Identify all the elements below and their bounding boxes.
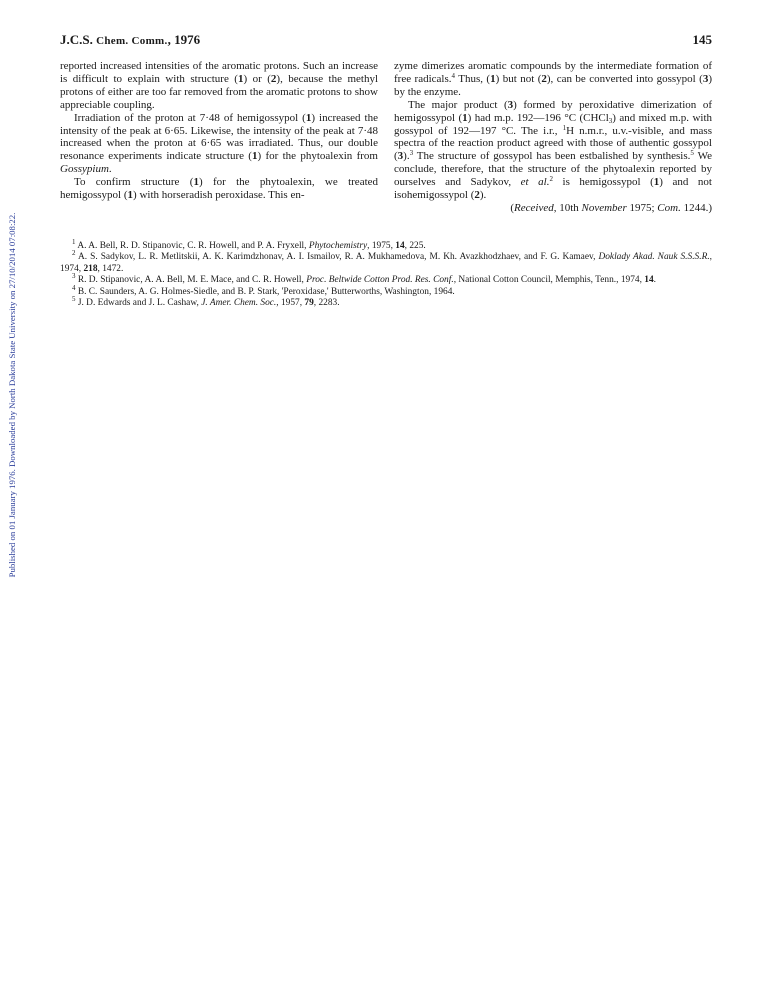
download-notice-text: Published on 01 January 1976. Downloaded by North Dakota State University on 27/10/2014 07:08:22. (7, 212, 17, 578)
paragraph: zyme dimerizes aromatic compounds by the intermediate formation of free radicals.$^4$ Thus, (1) but not (2), can be converted into gossypol (3) by the enzyme. (394, 60, 712, 98)
paragraph: The major product (3) formed by peroxidative dimerization of hemigossypol (1) had m.p. 192—196 °C (CHCl$_3$) and mixed m.p. with gossypol of 192—197 °C. The i.r., $^1$H n.m.r., u.v.-visible, and mass spectra of the reaction product agreed with those of authentic gossypol (3).$^3$ The structure of gossypol has been estbalished by synthesis.$^5$ We conclude, therefore, that the structure of the phytoalexin reported by ourselves and Sadykov, et al.$^2$ is hemigossypol (1) and not isohemigossypol (2). (394, 98, 713, 202)
paragraph: reported increased intensities of the aromatic protons. Such an increase is difficult to explain with structure (1) or (2), because the methyl protons of either are too far removed from the aromatic protons to show appreciable coupling. (60, 60, 378, 111)
paragraph: Irradiation of the proton at 7·48 of hemigossypol (1) increased the intensity of the peak at 6·65. Likewise, the intensity of the peak at 7·48 increased when the proton at 6·65 was irradiated. Thus, our double resonance experiments indicate structure (1) for the phytoalexin from Gossypium. (60, 111, 378, 176)
right-column (394, 60, 712, 215)
reference-item: $^1$ A. A. Bell, R. D. Stipanovic, C. R. Howell, and P. A. Fryxell, Phytochemistry, 1975, 14, 225. (72, 238, 426, 251)
journal-running-head: J.C.S. Chem. Comm., 1976 (60, 32, 201, 47)
left-column (60, 60, 378, 202)
reference-item: $^5$ J. D. Edwards and J. L. Cashaw, J. Amer. Chem. Soc., 1957, 79, 2283. (72, 295, 340, 309)
references-list (60, 238, 713, 309)
page-number: 145 (692, 32, 712, 47)
reference-item: $^2$ A. S. Sadykov, L. R. Metlitskii, A. K. Karimdzhonav, A. I. Ismailov, R. A. Mukhamedova, M. Kh. Avazkhodzhaev, and F. G. Kamaev, Doklady Akad. Nauk S.S.S.R., 1974, 218, 1472. (60, 249, 713, 274)
page-header (60, 32, 712, 50)
reference-item: $^4$ B. C. Saunders, A. G. Holmes-Siedle, and B. P. Stark, 'Peroxidase,' Butterworths, Washington, 1964. (72, 283, 455, 297)
download-notice-sidebar (3, 168, 21, 622)
received-date: (Received, 10th November 1975; Com. 1244.) (510, 201, 712, 214)
paragraph: To confirm structure (1) for the phytoalexin, we treated hemigossypol (1) with horseradish peroxidase. This en- (60, 176, 379, 202)
reference-item: $^3$ R. D. Stipanovic, A. A. Bell, M. E. Mace, and C. R. Howell, Proc. Beltwide Cotton Prod. Res. Conf., National Cotton Council, Memphis, Tenn., 1974, 14. (72, 272, 656, 286)
